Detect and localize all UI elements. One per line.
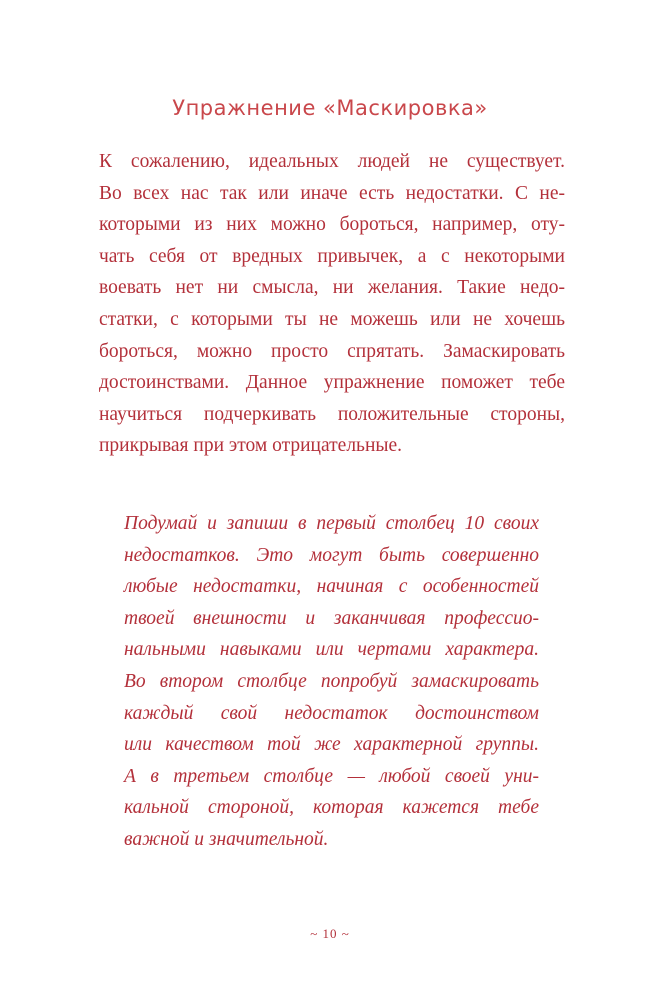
intro-line: Во всех нас так или иначе есть недостатки. С не- [99, 182, 565, 204]
task-line: Во втором столбце попробуй замаскировать [124, 670, 539, 692]
exercise-title: Упражнение «Маскировка» [172, 96, 488, 120]
task-line: каждый свой недостаток достоинством [124, 702, 539, 724]
task-instructions [124, 508, 539, 856]
task-line: кальной стороной, которая кажется тебе [124, 797, 539, 819]
intro-line: которыми из них можно бороться, например, оту- [99, 214, 565, 236]
task-line: Подумай и запиши в первый столбец 10 своих [124, 513, 539, 534]
intro-line: К сожалению, идеальных людей не существует. [99, 151, 565, 172]
task-line: твоей внешности и заканчивая профессио- [124, 607, 539, 629]
page-number: ~ 10 ~ [310, 926, 350, 941]
task-line: или качеством той же характерной группы. [124, 734, 539, 756]
intro-line: научиться подчеркивать положительные стороны, [99, 403, 565, 425]
intro-line: бороться, можно просто спрятать. Замаскировать [99, 340, 565, 362]
intro-line: прикрывая при этом отрицательные. [99, 435, 403, 457]
task-line: любые недостатки, начиная с особенностей [124, 576, 539, 598]
task-line: недостатков. Это могут быть совершенно [124, 544, 539, 566]
intro-line: воевать нет ни смысла, ни желания. Такие недо- [99, 277, 565, 299]
intro-paragraph [99, 146, 565, 462]
task-line: А в третьем столбце — любой своей уни- [124, 765, 539, 787]
task-line: нальными навыками или чертами характера. [124, 639, 539, 661]
task-line: важной и значительной. [124, 828, 329, 850]
intro-line: статки, с которыми ты не можешь или не хочешь [99, 308, 565, 330]
intro-line: достоинствами. Данное упражнение поможет тебе [99, 372, 565, 394]
intro-line: чать себя от вредных привычек, а с некоторыми [99, 245, 565, 267]
